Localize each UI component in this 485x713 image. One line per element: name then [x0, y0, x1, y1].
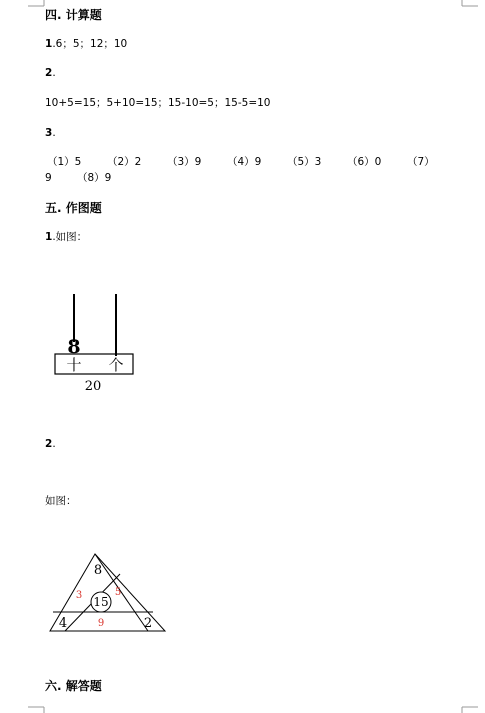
triangle-right-mid-number: 5 — [114, 587, 122, 598]
s4-q1-number: 1 — [45, 38, 53, 50]
s5-q2-dot: . — [52, 438, 56, 450]
triangle-bottom-left-number: 4 — [58, 616, 68, 631]
triangle-top-number: 8 — [93, 563, 103, 578]
corner-mark-top-right — [458, 0, 478, 10]
s4-q3-label — [45, 127, 56, 139]
abacus-value-label: 20 — [84, 379, 102, 394]
s4-q3-answer-5: （5）3 — [287, 156, 322, 168]
s4-q3-dot: . — [52, 127, 56, 139]
corner-mark-bottom-right — [458, 703, 478, 713]
s4-q2-dot: . — [52, 67, 56, 79]
s4-q3-answer-6: （6）0 — [347, 156, 382, 168]
s5-q1 — [45, 231, 87, 243]
s4-q3-answer-2: （2）2 — [107, 156, 142, 168]
corner-mark-bottom-left — [28, 703, 48, 713]
s4-q1 — [45, 38, 127, 50]
s4-q3-answer-4: （4）9 — [227, 156, 262, 168]
s4-q2-number: 2 — [45, 67, 53, 79]
s4-q2-answer: 10+5=15；5+10=15；15-10=5；15-5=10 — [45, 97, 271, 109]
triangle-left-mid-number: 3 — [75, 590, 83, 601]
s4-q3-answer-7: （7） — [407, 156, 435, 168]
abacus-tens-label: 十 — [66, 356, 82, 374]
triangle-figure — [48, 552, 168, 634]
s4-q3-number: 3 — [45, 127, 53, 139]
triangle-bottom-right-number: 2 — [143, 616, 153, 631]
abacus-bead-label: 8 — [67, 336, 81, 358]
s4-q3-answer-3: （3）9 — [167, 156, 202, 168]
section-6-title: 六. 解答题 — [45, 679, 102, 693]
s5-q2-label — [45, 438, 56, 450]
section-4-title: 四. 计算题 — [45, 8, 102, 22]
s5-q1-number: 1 — [45, 231, 53, 243]
abacus-ones-label: 个 — [108, 356, 124, 374]
s5-q2-number: 2 — [45, 438, 53, 450]
s5-q2-text: 如图： — [45, 495, 77, 507]
s5-q1-text: .如图： — [52, 231, 88, 243]
s4-q3-answer-8: （8）9 — [77, 172, 112, 184]
s4-q3-answer-7-value: 9 — [45, 172, 52, 184]
s4-q3-answer-1: （1）5 — [47, 156, 82, 168]
section-5-title: 五. 作图题 — [45, 201, 102, 215]
triangle-bottom-mid-number: 9 — [97, 618, 105, 629]
s4-q2-label — [45, 67, 56, 79]
triangle-center-number: 15 — [93, 595, 109, 609]
s4-q1-answer: .6；5；12；10 — [52, 38, 128, 50]
abacus-figure — [50, 290, 140, 395]
